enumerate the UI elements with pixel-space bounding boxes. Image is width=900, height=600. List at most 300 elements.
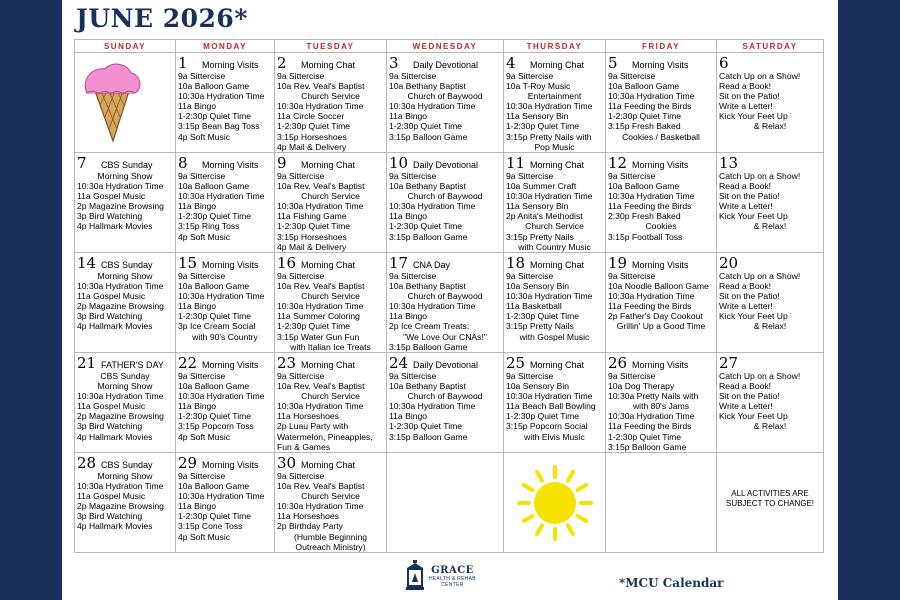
day-cell <box>275 153 387 253</box>
day-cell <box>387 253 504 353</box>
activity-item: 3:15p Popcorn Toss <box>178 421 254 432</box>
activity-item: 11a Feeding the Birds <box>608 421 692 432</box>
activity-item: Church Service <box>301 391 360 402</box>
activity-item: 11a Sensory Bin <box>506 111 569 122</box>
activity-item: 9a Sittercise <box>178 271 226 281</box>
activity-item: 3:15p Horseshoes <box>277 231 347 242</box>
activity-item: 1-2:30p Quiet Time <box>277 221 351 232</box>
day-number: 30 <box>277 454 297 472</box>
activity-item: 2p Magazine Browsing <box>77 201 164 212</box>
activity-item: 1-2:30p Quiet Time <box>389 421 463 432</box>
day-cell <box>75 453 176 553</box>
activity-item: 11a Gospel Music <box>77 401 146 412</box>
activity-item: 11a Circle Soccer <box>277 111 345 122</box>
activity-item: Sit on the Patio! <box>719 91 780 102</box>
activity-item: 9a Sittercise <box>506 271 554 281</box>
calendar-note: *MCU Calendar <box>619 576 724 590</box>
activity-item: Kick Your Feet Up <box>719 211 788 222</box>
day-number: 29 <box>178 454 198 472</box>
activity-item: Catch Up on a Show! <box>719 271 801 281</box>
activity-item: 11a Bingo <box>178 501 217 512</box>
activity-item: 2:30p Fresh Baked <box>608 211 681 222</box>
activity-item: 9a Sittercise <box>178 171 226 181</box>
day-headline: CNA Day <box>413 260 451 270</box>
day-number: 24 <box>389 354 409 372</box>
activity-item: 11a Bingo <box>389 311 428 322</box>
day-headline: CBS Sunday <box>101 160 153 170</box>
logo-subtitle-2: CENTER <box>441 581 464 588</box>
activity-item: Church Service <box>301 91 360 102</box>
day-cell <box>717 353 824 453</box>
day-number: 5 <box>608 54 618 72</box>
activity-item: 11a Bingo <box>178 201 217 212</box>
activity-item: 10a Balloon Game <box>608 81 680 92</box>
day-headline: Morning Visits <box>202 360 259 370</box>
activity-item: 10:30a Hydration Time <box>277 301 364 312</box>
activity-item: 10a Balloon Game <box>178 381 250 392</box>
day-number: 28 <box>77 454 97 472</box>
day-headline: Morning Chat <box>530 260 585 270</box>
day-cell <box>606 253 717 353</box>
weekday-header: SUNDAY <box>75 40 176 53</box>
activity-item: 3p Bird Watching <box>77 211 143 222</box>
activity-item: 1-2:30p Quiet Time <box>277 321 351 332</box>
day-number: 4 <box>506 54 516 72</box>
logo-subtitle: HEALTH & REHAB <box>429 575 476 582</box>
activity-item: 3:15p Balloon Game <box>389 341 468 352</box>
activity-item: 3:15p Balloon Game <box>389 131 468 142</box>
activity-item: 2p Anita's Methodist <box>506 211 583 222</box>
activity-item: 11a Horseshoes <box>277 511 339 522</box>
day-headline: Morning Visits <box>632 360 689 370</box>
day-headline: Morning Chat <box>301 460 356 470</box>
activity-item: 3:15p Pretty Nails <box>506 321 574 332</box>
activity-item: 11a Gospel Music <box>77 491 146 502</box>
activity-item: 1-2:30p Quiet Time <box>506 411 580 422</box>
activity-item: 9a Sittercise <box>506 71 554 81</box>
day-number: 25 <box>506 354 526 372</box>
calendar-title: JUNE 2026* <box>76 4 248 33</box>
day-number: 15 <box>178 254 198 272</box>
day-headline: Morning Chat <box>301 160 356 170</box>
day-number: 3 <box>389 54 399 72</box>
activity-item: Write a Letter! <box>719 101 773 112</box>
activity-item: 11a Feeding the Birds <box>608 101 692 112</box>
day-number: 7 <box>77 154 87 172</box>
activity-item: 11a Bingo <box>389 211 428 222</box>
activity-item: 10:30a Pretty Nails with <box>608 391 699 402</box>
activity-item: 10:30a Hydration Time <box>277 401 364 412</box>
day-number: 10 <box>389 154 409 172</box>
day-cell <box>504 153 606 253</box>
activity-item: 9a Sittercise <box>389 71 437 81</box>
activity-item: 3p Bird Watching <box>77 511 143 522</box>
day-cell <box>717 253 824 353</box>
activity-item: 1-2:30p Quiet Time <box>608 111 682 122</box>
weekday-header: TUESDAY <box>275 40 387 53</box>
day-cell <box>387 53 504 153</box>
day-number: 22 <box>178 354 198 372</box>
day-headline: Morning Visits <box>632 160 689 170</box>
activity-item: 10a Rev. Veal's Baptist <box>277 281 365 292</box>
activity-item: 10:30a Hydration Time <box>77 281 164 292</box>
day-headline: Morning Visits <box>632 60 689 70</box>
sun-icon <box>515 463 595 543</box>
activity-item: 10a T-Roy Music <box>506 81 571 92</box>
activity-item: 10:30a Hydration Time <box>178 291 265 302</box>
activity-item: 1-2:30p Quiet Time <box>178 511 252 522</box>
activity-item: Read a Book! <box>719 81 772 92</box>
week-row <box>75 153 824 253</box>
day-cell <box>176 353 275 453</box>
activity-item: 11a Sensory Bin <box>506 201 569 212</box>
activity-item: 10a Bethany Baptist <box>389 281 466 292</box>
day-cell <box>606 153 717 253</box>
day-number: 13 <box>719 154 739 172</box>
day-number: 21 <box>77 354 97 372</box>
activity-item: 1-2:30p Quiet Time <box>389 221 463 232</box>
activity-item: 10:30a Hydration Time <box>178 491 265 502</box>
activity-item: 9a Sittercise <box>277 371 325 381</box>
day-cell <box>75 353 176 453</box>
activity-item: 10:30a Hydration Time <box>389 301 476 312</box>
day-cell <box>504 53 606 153</box>
activity-item: Morning Show <box>97 271 153 281</box>
activity-item: 3:15p Water Gun Fun <box>277 331 360 342</box>
activity-item: 10a Summer Craft <box>506 181 577 192</box>
activity-item: 11a Bingo <box>178 301 217 312</box>
activity-item: "We Love Our CNAs!" <box>403 331 487 342</box>
day-cell <box>387 153 504 253</box>
activity-item: Morning Show <box>97 381 153 392</box>
day-headline: Morning Chat <box>530 360 585 370</box>
day-number: 19 <box>608 254 628 272</box>
activity-item: (Humble Beginning <box>293 531 368 542</box>
calendar-page <box>62 0 838 600</box>
activity-item: 3:15p Balloon Game <box>389 431 468 442</box>
weekday-header: FRIDAY <box>606 40 717 53</box>
day-headline: CBS Sunday <box>101 460 153 470</box>
activity-item: Catch Up on a Show! <box>719 71 801 81</box>
activity-item: 10a Bethany Baptist <box>389 381 466 392</box>
activity-item: CBS Sunday <box>100 371 150 381</box>
ice-cream-cone-icon <box>77 59 147 144</box>
activity-item: 9a Sittercise <box>389 371 437 381</box>
day-headline: Daily Devotional <box>413 360 479 370</box>
activity-item: 1-2:30p Quiet Time <box>178 211 252 222</box>
activity-item: & Relax! <box>753 321 787 332</box>
activity-item: with 80's Jams <box>632 401 690 412</box>
day-headline: Morning Chat <box>301 260 356 270</box>
day-headline: Morning Chat <box>301 360 356 370</box>
activity-item: 3:15p Cone Toss <box>178 521 243 532</box>
day-headline: Morning Visits <box>202 60 259 70</box>
day-number: 26 <box>608 354 628 372</box>
day-cell <box>75 253 176 353</box>
activity-item: 10a Balloon Game <box>608 181 680 192</box>
activity-item: 11a Bingo <box>178 101 217 112</box>
day-headline: Morning Chat <box>530 60 585 70</box>
activity-item: Read a Book! <box>719 281 772 292</box>
activity-item: 3p Bird Watching <box>77 421 143 432</box>
activity-item: 2p Ice Cream Treats: <box>389 321 470 332</box>
activity-item: Sit on the Patio! <box>719 391 780 402</box>
activity-item: Kick Your Feet Up <box>719 111 788 122</box>
weekday-header: MONDAY <box>176 40 275 53</box>
activity-item: 10a Rev. Veal's Baptist <box>277 381 365 392</box>
week-row <box>75 453 824 553</box>
activity-item: 3:15p Pretty Nails with <box>506 131 592 142</box>
activity-item: 10a Dog Therapy <box>608 381 675 392</box>
activity-item: 10a Rev. Veal's Baptist <box>277 181 365 192</box>
activity-item: 4p Soft Music <box>178 131 231 142</box>
activity-item: 4p Soft Music <box>178 531 231 542</box>
schedule-notice: ALL ACTIVITIES ARE SUBJECT TO CHANGE! <box>725 489 815 508</box>
day-cell <box>504 353 606 453</box>
day-number: 14 <box>77 254 97 272</box>
day-cell <box>176 153 275 253</box>
day-cell <box>504 253 606 353</box>
day-number: 9 <box>277 154 287 172</box>
day-cell <box>606 353 717 453</box>
activity-item: 3:15p Ring Toss <box>178 221 240 232</box>
activity-item: Cookies <box>645 221 677 232</box>
activity-item: 11a Feeding the Birds <box>608 201 692 212</box>
activity-item: 3:15p Pretty Nails <box>506 231 574 242</box>
day-cell <box>717 53 824 153</box>
activity-item: 10:30a Hydration Time <box>77 181 164 192</box>
activity-item: 9a Sittercise <box>389 171 437 181</box>
activity-item: 10a Sensory Bin <box>506 281 570 292</box>
activity-item: 10:30a Hydration Time <box>178 391 265 402</box>
activity-item: 9a Sittercise <box>608 271 656 281</box>
activity-item: 11a Bingo <box>389 111 428 122</box>
day-number: 1 <box>178 54 188 72</box>
day-cell <box>387 453 504 553</box>
activity-item: 4p Hallmark Movies <box>77 521 153 532</box>
activity-item: 1-2:30p Quiet Time <box>178 311 252 322</box>
activity-item: 10a Balloon Game <box>178 181 250 192</box>
activity-item: 9a Sittercise <box>389 271 437 281</box>
activity-item: Church Service <box>301 291 360 302</box>
activity-item: 1-2:30p Quiet Time <box>506 121 580 132</box>
activity-item: 10a Bethany Baptist <box>389 81 466 92</box>
day-headline: Morning Visits <box>632 260 689 270</box>
activity-item: 3p Bird Watching <box>77 311 143 322</box>
activity-item: 4p Mail & Delivery <box>277 141 347 152</box>
activity-item: 1-2:30p Quiet Time <box>277 121 351 132</box>
day-cell <box>504 453 606 553</box>
activity-item: 9a Sittercise <box>277 271 325 281</box>
activity-item: 4p Hallmark Movies <box>77 431 153 442</box>
activity-item: 10:30a Hydration Time <box>178 191 265 202</box>
day-number: 18 <box>506 254 526 272</box>
weekday-header-row <box>75 40 824 53</box>
weekday-header: WEDNESDAY <box>387 40 504 53</box>
day-cell <box>606 453 717 553</box>
activity-item: 10a Sensory Bin <box>506 381 570 392</box>
activity-item: Entertainment <box>527 91 582 102</box>
day-number: 8 <box>178 154 188 172</box>
activity-item: 2p Father's Day Cookout <box>608 311 703 322</box>
activity-item: 3:15p Horseshoes <box>277 131 347 142</box>
activity-item: Outreach Ministry) <box>295 541 366 552</box>
activity-item: Church of Baywood <box>407 191 483 202</box>
day-cell <box>387 353 504 453</box>
activity-item: 4p Soft Music <box>178 431 231 442</box>
day-cell <box>75 53 176 153</box>
activity-item: 9a Sittercise <box>277 171 325 181</box>
activity-item: 10:30a Hydration Time <box>608 91 695 102</box>
activity-item: 1-2:30p Quiet Time <box>608 431 682 442</box>
activity-item: 10:30a Hydration Time <box>77 481 164 492</box>
activity-item: Write a Letter! <box>719 301 773 312</box>
activity-item: 4p Soft Music <box>178 231 231 242</box>
activity-item: Kick Your Feet Up <box>719 411 788 422</box>
activity-item: 11a Summer Coloring <box>277 311 360 322</box>
day-cell <box>75 153 176 253</box>
activity-item: 11a Bingo <box>389 411 428 422</box>
activity-item: Catch Up on a Show! <box>719 171 801 181</box>
activity-item: with Italian Ice Treats <box>290 341 371 352</box>
activity-item: Cookies / Basketball <box>622 131 700 142</box>
day-headline: Morning Chat <box>530 160 585 170</box>
day-cell <box>275 253 387 353</box>
activity-item: Grillin' Up a Good Time <box>616 321 706 332</box>
day-number: 2 <box>277 54 287 72</box>
week-row <box>75 353 824 453</box>
day-cell <box>176 53 275 153</box>
activity-item: Watermelon, Pineapples, <box>277 431 373 442</box>
activity-item: 10:30a Hydration Time <box>506 291 593 302</box>
day-number: 11 <box>506 154 526 172</box>
activity-item: 10a Rev. Veal's Baptist <box>277 81 365 92</box>
activity-item: 11a Fishing Game <box>277 211 347 222</box>
activity-item: 1-2:30p Quiet Time <box>178 411 252 422</box>
activity-item: 10:30a Hydration Time <box>506 191 593 202</box>
activity-item: Sit on the Patio! <box>719 291 780 302</box>
activity-item: 10:30a Hydration Time <box>506 101 593 112</box>
activity-item: 9a Sittercise <box>277 71 325 81</box>
activity-item: Morning Show <box>97 471 153 481</box>
day-headline: Morning Visits <box>202 160 259 170</box>
activity-item: 4p Mail & Delivery <box>277 241 347 252</box>
activity-item: & Relax! <box>753 221 787 232</box>
activity-item: 2p Magazine Browsing <box>77 501 164 512</box>
activity-item: with Elvis Music <box>524 431 585 442</box>
activity-item: 10:30a Hydration Time <box>77 391 164 402</box>
activity-item: 2p Magazine Browsing <box>77 411 164 422</box>
facility-logo <box>404 560 476 592</box>
activity-item: with Gospel Music <box>519 331 590 342</box>
day-cell <box>176 253 275 353</box>
activity-item: 10a Balloon Game <box>178 481 250 492</box>
activity-item: Fun & Games <box>277 441 331 452</box>
lantern-icon <box>404 560 426 592</box>
activity-item: 10:30a Hydration Time <box>608 191 695 202</box>
activity-item: 1-2:30p Quiet Time <box>389 121 463 132</box>
activity-item: 9a Sittercise <box>178 371 226 381</box>
day-cell <box>717 153 824 253</box>
activity-item: Kick Your Feet Up <box>719 311 788 322</box>
activity-item: 10:30a Hydration Time <box>389 201 476 212</box>
day-headline: CBS Sunday <box>101 260 153 270</box>
activity-item: 9a Sittercise <box>506 371 554 381</box>
activity-item: 3:15p Fresh Baked <box>608 121 681 132</box>
day-cell <box>275 353 387 453</box>
activity-item: 10:30a Hydration Time <box>608 411 695 422</box>
activity-item: 4p Hallmark Movies <box>77 321 153 332</box>
activity-item: 3p Ice Cream Social <box>178 321 256 332</box>
activity-item: 11a Horseshoes <box>277 411 339 422</box>
weekday-header: THURSDAY <box>504 40 606 53</box>
activity-item: 10a Rev. Veal's Baptist <box>277 481 365 492</box>
activity-item: 1-2:30p Quiet Time <box>506 311 580 322</box>
activity-item: 9a Sittercise <box>608 371 656 381</box>
activity-item: 3:15p Bean Bag Toss <box>178 121 260 132</box>
activity-item: 3:15p Balloon Game <box>389 231 468 242</box>
activity-item: 10:30a Hydration Time <box>506 391 593 402</box>
activity-item: 10a Balloon Game <box>178 281 250 292</box>
day-number: 20 <box>719 254 739 272</box>
activity-item: & Relax! <box>753 421 787 432</box>
day-cell <box>606 53 717 153</box>
week-row <box>75 53 824 153</box>
activity-item: 11a Feeding the Birds <box>608 301 692 312</box>
activity-item: 10:30a Hydration Time <box>277 101 364 112</box>
day-cell <box>275 53 387 153</box>
activity-item: Church Service <box>301 491 360 502</box>
activity-item: 3:15p Balloon Game <box>608 441 687 452</box>
activity-item: Church Service <box>301 191 360 202</box>
activity-item: Morning Show <box>97 171 153 181</box>
day-headline: Daily Devotional <box>413 160 479 170</box>
weekday-header: SATURDAY <box>717 40 824 53</box>
activity-item: Write a Letter! <box>719 201 773 212</box>
day-headline: Daily Devotional <box>413 60 479 70</box>
day-number: 12 <box>608 154 628 172</box>
day-cell <box>275 453 387 553</box>
activity-item: Church of Baywood <box>407 91 483 102</box>
activity-item: 9a Sittercise <box>277 471 325 481</box>
day-headline: Morning Visits <box>202 460 259 470</box>
activity-item: Church of Baywood <box>407 391 483 402</box>
day-number: 23 <box>277 354 297 372</box>
activity-item: 11a Gospel Music <box>77 191 146 202</box>
day-cell <box>717 453 824 553</box>
activity-item: 10:30a Hydration Time <box>277 201 364 212</box>
activity-item: Pop Music <box>534 141 575 152</box>
activity-item: 9a Sittercise <box>608 171 656 181</box>
activity-item: 9a Sittercise <box>506 171 554 181</box>
activity-item: 4p Hallmark Movies <box>77 221 153 232</box>
activity-item: & Relax! <box>753 121 787 132</box>
activity-item: Read a Book! <box>719 381 772 392</box>
activity-item: 1-2:30p Quiet Time <box>178 111 252 122</box>
day-headline: Morning Visits <box>202 260 259 270</box>
activity-item: 10:30a Hydration Time <box>178 91 265 102</box>
activity-item: 2p Birthday Party <box>277 521 343 532</box>
activity-item: 3:15p Popcorn Social <box>506 421 588 432</box>
activity-item: 10:30a Hydration Time <box>389 101 476 112</box>
activity-item: 11a Basketball <box>506 301 562 312</box>
activity-item: 10:30a Hydration Time <box>389 401 476 412</box>
activity-item: 9a Sittercise <box>608 71 656 81</box>
day-cell <box>176 453 275 553</box>
activity-item: 10a Bethany Baptist <box>389 181 466 192</box>
activity-item: 11a Beach Ball Bowling <box>506 401 596 412</box>
day-number: 6 <box>719 54 729 72</box>
